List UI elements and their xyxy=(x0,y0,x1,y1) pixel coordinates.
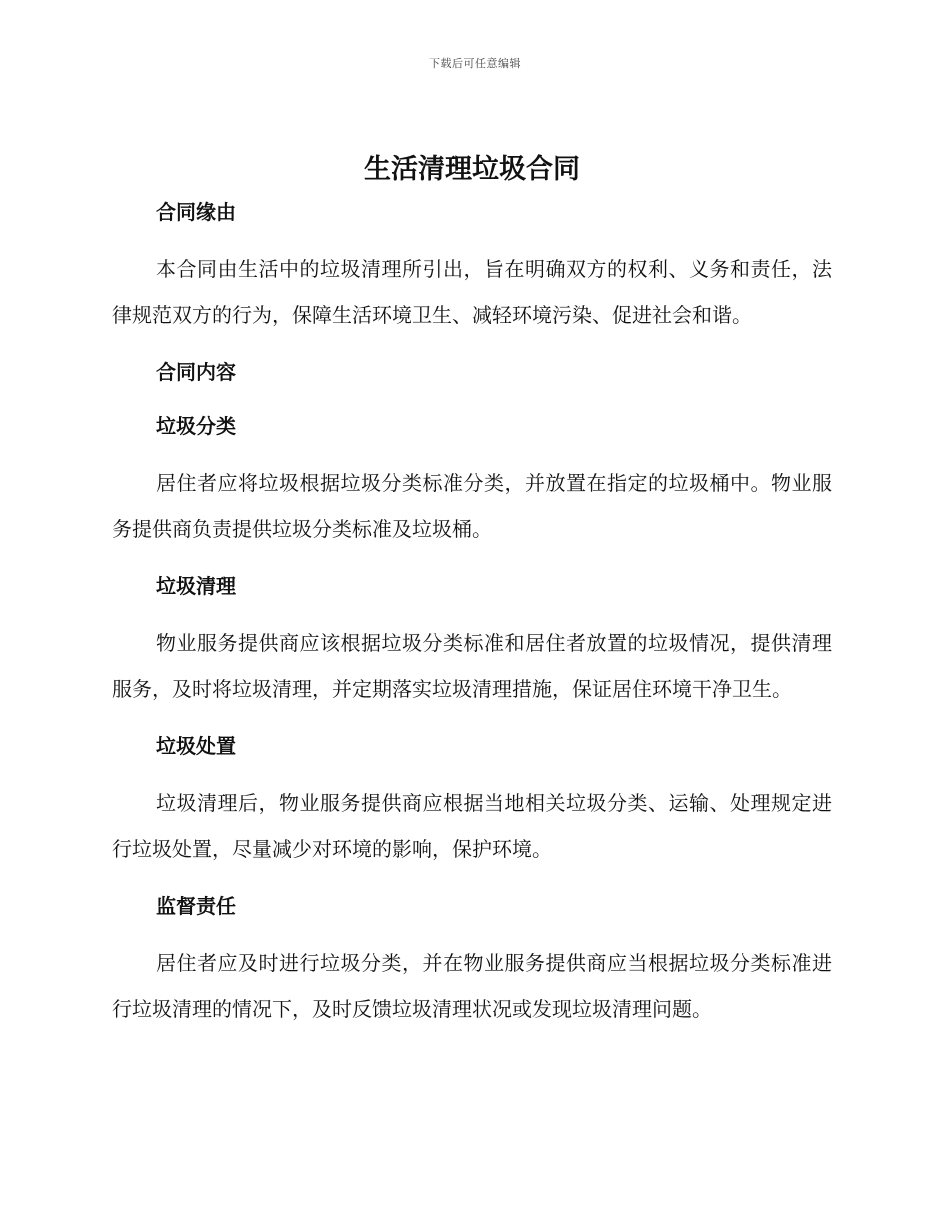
section-heading: 合同缘由 xyxy=(156,200,236,224)
section-heading: 垃圾清理 xyxy=(156,574,236,598)
page-header-note: 下载后可任意编辑 xyxy=(429,57,521,70)
document-body xyxy=(112,148,832,1032)
section-disposal xyxy=(112,726,832,886)
section-paragraph: 居住者应及时进行垃圾分类，并在物业服务提供商应当根据垃圾分类标准进行垃圾清理的情况下，及时反馈垃圾清理状况或发现垃圾清理问题。 xyxy=(112,951,832,1021)
section-cleaning xyxy=(112,566,832,726)
section-heading: 垃圾分类 xyxy=(156,414,236,438)
section-classification xyxy=(112,406,832,566)
section-paragraph: 居住者应将垃圾根据垃圾分类标准分类，并放置在指定的垃圾桶中。物业服务提供商负责提供垃圾分类标准及垃圾桶。 xyxy=(112,471,832,541)
document-title: 生活清理垃圾合同 xyxy=(364,154,580,185)
section-heading: 垃圾处置 xyxy=(156,734,236,758)
section-heading: 监督责任 xyxy=(156,894,236,918)
section-content xyxy=(112,352,832,406)
section-supervision xyxy=(112,886,832,1032)
section-paragraph: 垃圾清理后，物业服务提供商应根据当地相关垃圾分类、运输、处理规定进行垃圾处置，尽量减少对环境的影响，保护环境。 xyxy=(112,791,832,861)
section-heading: 合同内容 xyxy=(156,360,236,384)
section-origin xyxy=(112,192,832,352)
section-paragraph: 物业服务提供商应该根据垃圾分类标准和居住者放置的垃圾情况，提供清理服务，及时将垃圾清理，并定期落实垃圾清理措施，保证居住环境干净卫生。 xyxy=(112,631,832,701)
section-paragraph: 本合同由生活中的垃圾清理所引出，旨在明确双方的权利、义务和责任，法律规范双方的行为，保障生活环境卫生、减轻环境污染、促进社会和谐。 xyxy=(112,257,832,327)
